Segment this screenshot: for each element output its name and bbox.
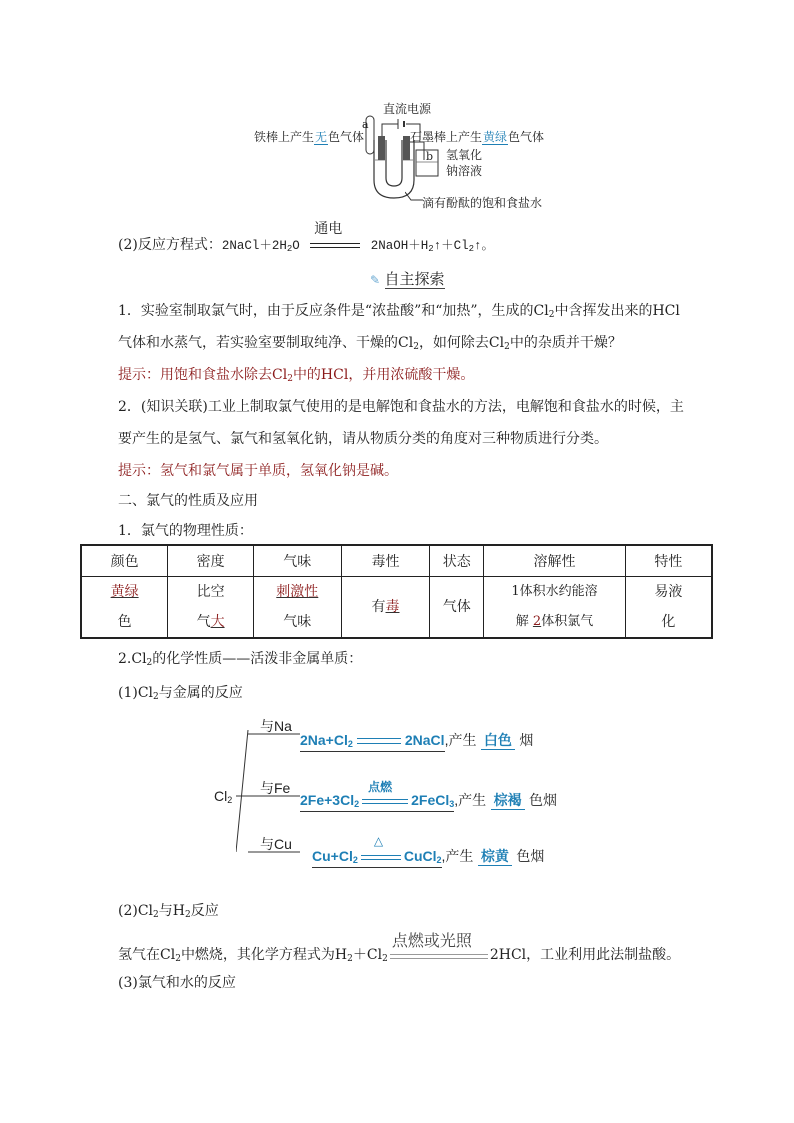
header-smell: 气味: [253, 545, 341, 577]
branch-label-cu: 与Cu: [260, 836, 292, 852]
header-state: 状态: [430, 545, 484, 577]
tube-b-label: b: [426, 150, 434, 163]
chemical-properties-title: $2.Cl_2$的化学性质——活泼非金属单质：: [118, 651, 363, 668]
q1-line1: 1．实验室制取氯气时，由于反应条件是“浓盐酸”和“加热”，生成的$Cl_2$中含挥发出来的HCl: [118, 303, 680, 320]
cell-density: 比空 气大: [168, 577, 254, 639]
cell-state: 气体: [430, 577, 484, 639]
header-solubility: 溶解性: [484, 545, 626, 577]
h2-reaction-title: $(2)Cl_2$与$H_2$反应: [118, 903, 219, 920]
cl2-label: $Cl_2$: [214, 788, 233, 805]
header-density: 密度: [168, 545, 254, 577]
brine-leader-line: [405, 190, 425, 204]
section-heading: ✎ 自主探索: [370, 270, 445, 288]
header-color: 颜色: [81, 545, 168, 577]
metal-reaction-title: $(1)Cl_2$与金属的反应: [118, 685, 243, 702]
cell-color: 黄绿 色: [81, 577, 168, 639]
q2-hint: 提示：氢气和氯气属于单质，氢氧化钠是碱。: [118, 463, 398, 479]
header-feature: 特性: [625, 545, 712, 577]
iron-rod-label: 铁棒上产生无色气体: [254, 130, 365, 144]
h2-condition-arrow: 点燃或光照: [390, 948, 488, 962]
na-reaction: $2Na+Cl_2$ 2NaCl,产生 白色 烟: [300, 730, 533, 752]
table-header-row: [81, 545, 712, 577]
tube-a-label: a: [362, 118, 369, 131]
header-toxicity: 毒性: [341, 545, 430, 577]
power-source-label: 直流电源: [383, 102, 432, 116]
fe-reaction: $2Fe+3Cl_2$ 点燃 2FeCl$_3$,产生 棕褐 色烟: [300, 790, 557, 812]
condition-arrow: 通电: [310, 238, 360, 252]
cell-feature: 易液 化: [625, 577, 712, 639]
branch-label-fe: 与Fe: [260, 780, 291, 796]
graphite-rod-label: 石墨棒上产生黄绿色气体: [410, 130, 545, 144]
physical-properties-title: 1．氯气的物理性质：: [118, 523, 253, 539]
cell-solubility: 1体积水约能溶 解 2体积氯气: [484, 577, 626, 639]
cell-smell: 刺激性 气味: [253, 577, 341, 639]
q1-hint: 提示：用饱和食盐水除去$Cl_2$中的HCl，并用浓硫酸干燥。: [118, 367, 475, 384]
cu-reaction: $Cu+Cl_2$ △ CuCl$_2$,产生 棕黄 色烟: [312, 846, 544, 868]
electrolysis-equation: (2)反应方程式：$2NaCl+2H_2O$ 通电 $2NaOH+H_2↑+Cl_2↑$。: [118, 221, 495, 254]
table-row: [81, 577, 712, 639]
q2-line1: 2．(知识关联)工业上制取氯气使用的是电解饱和食盐水的方法，电解饱和食盐水的时候，主: [118, 399, 684, 415]
water-reaction-title: (3)氯气和水的反应: [118, 975, 236, 991]
brine-label: 滴有酚酞的饱和食盐水: [422, 196, 543, 210]
cell-toxicity: 有毒: [341, 577, 430, 639]
physical-properties-table: [80, 544, 713, 639]
branch-label-na: 与Na: [260, 718, 292, 734]
naoh-label-line2: 钠溶液: [446, 164, 483, 178]
pencil-icon: ✎: [370, 273, 381, 287]
h2-reaction-text: 氢气在$Cl_2$中燃烧，其化学方程式为$H_2+Cl_2$ 点燃或光照 2HCl，工业利用此法制盐酸。: [118, 931, 681, 964]
q1-line2: 气体和水蒸气，若实验室要制取纯净、干燥的$Cl_2$，如何除去$Cl_2$中的杂质并干燥？: [118, 335, 622, 352]
naoh-label-line1: 氢氧化: [446, 148, 483, 162]
section2-title: 二、氯气的性质及应用: [118, 493, 258, 509]
q2-line2: 要产生的是氢气、氯气和氢氧化钠，请从物质分类的角度对三种物质进行分类。: [118, 431, 608, 447]
